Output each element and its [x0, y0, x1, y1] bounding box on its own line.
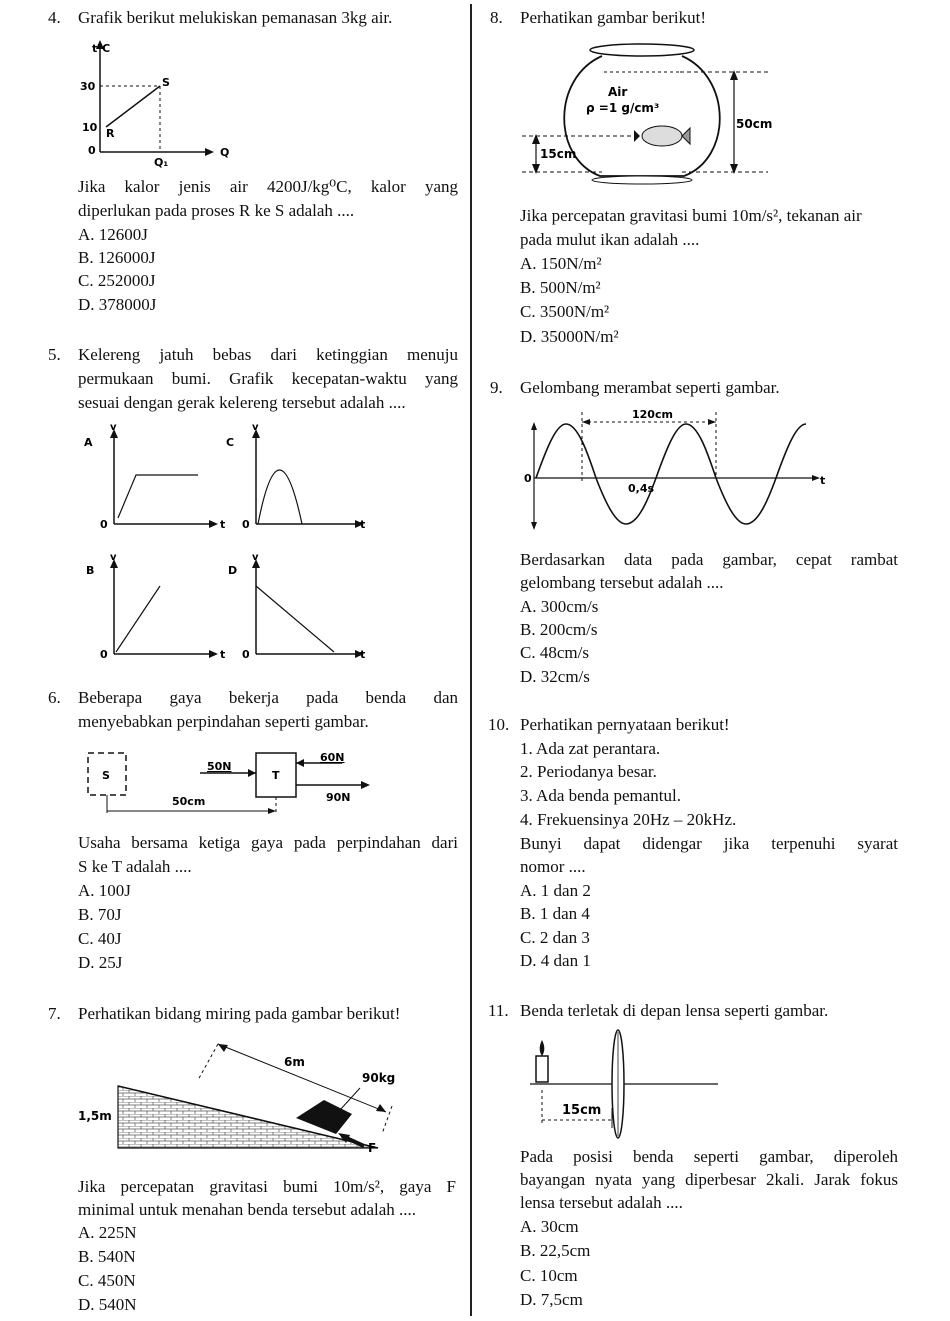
wavelength-label: 120cm: [632, 408, 673, 421]
question-number: 4.: [48, 8, 61, 27]
axis-v: v: [252, 552, 259, 563]
mass-label: 90kg: [362, 1071, 396, 1085]
force-label: F: [368, 1141, 377, 1155]
box-s-label: S: [102, 769, 110, 782]
statement-3: 3. Ada benda pemantul.: [520, 786, 681, 805]
height-50-label: 50cm: [736, 117, 773, 131]
distance-label: 50cm: [172, 795, 206, 808]
box-t-label: T: [272, 769, 280, 782]
graph-label-a: A: [84, 436, 93, 449]
question-number: 11.: [488, 1001, 509, 1020]
graph-label-b: B: [86, 564, 95, 577]
option-a: A. 30cm: [520, 1217, 579, 1236]
point-r: R: [106, 127, 115, 140]
height-label: 1,5m: [78, 1109, 112, 1123]
question-text: gelombang tersebut adalah ....: [520, 573, 724, 592]
question-stem: Perhatikan gambar berikut!: [520, 8, 706, 27]
inclined-plane-figure: [78, 1036, 418, 1161]
question-text: menyebabkan perpindahan seperti gambar.: [78, 712, 369, 731]
question-text: diperlukan pada proses R ke S adalah ....: [78, 201, 355, 220]
question-number: 5.: [48, 345, 61, 364]
question-stem: Grafik berikut melukiskan pemanasan 3kg air.: [78, 8, 393, 27]
fishbowl-figure: [522, 38, 802, 188]
option-a: A. 225N: [78, 1223, 137, 1242]
length-label: 6m: [284, 1055, 305, 1069]
statement-2: 2. Periodanya besar.: [520, 762, 657, 781]
question-text: Jika percepatan gravitasi bumi 10m/s², tekanan air: [520, 206, 862, 225]
axis-t: t: [220, 518, 226, 531]
axis-origin: 0: [100, 518, 108, 531]
option-d: D. 4 dan 1: [520, 951, 591, 970]
graph-label-d: D: [228, 564, 238, 577]
force-diagram: [80, 745, 380, 815]
axis-origin: 0: [100, 648, 108, 661]
question-text: S ke T adalah ....: [78, 857, 192, 876]
option-b: B. 70J: [78, 905, 122, 924]
option-a: A. 100J: [78, 881, 131, 900]
density-label: ρ =1 g/cm³: [586, 101, 660, 115]
graph-a: [80, 420, 230, 535]
option-c: C. 3500N/m²: [520, 302, 610, 321]
origin-label: 0: [88, 144, 96, 157]
statement-4: 4. Frekuensinya 20Hz – 20kHz.: [520, 810, 737, 829]
question-text: Bunyi dapat didengar jika terpenuhi syarat: [520, 834, 898, 853]
q1-label: Q₁: [154, 156, 169, 169]
question-text: Kelereng jatuh bebas dari ketinggian menuju: [78, 345, 458, 364]
question-text: minimal untuk menahan benda tersebut adalah ....: [78, 1200, 417, 1219]
option-a: A. 300cm/s: [520, 597, 599, 616]
wave-figure: [520, 404, 830, 534]
graph-d: [222, 550, 372, 665]
tick-10: 10: [82, 121, 98, 134]
lens-figure: [526, 1028, 726, 1146]
force-90n: 90N: [326, 791, 351, 804]
question-text: Pada posisi benda seperti gambar, diperoleh: [520, 1147, 898, 1166]
question-number: 8.: [490, 8, 503, 27]
question-text: Berdasarkan data pada gambar, cepat rambat: [520, 550, 898, 569]
question-number: 7.: [48, 1004, 61, 1023]
option-d: D. 378000J: [78, 295, 157, 314]
question-stem: Gelombang merambat seperti gambar.: [520, 378, 780, 397]
force-50n: 50N: [207, 760, 232, 773]
axis-origin: 0: [242, 648, 250, 661]
wave-t-axis: t: [820, 474, 826, 487]
question-number: 9.: [490, 378, 503, 397]
option-d: D. 35000N/m²: [520, 327, 619, 346]
option-d: D. 540N: [78, 1295, 137, 1314]
axis-t: t: [220, 648, 226, 661]
question-number: 6.: [48, 688, 61, 707]
question-text: pada mulut ikan adalah ....: [520, 230, 700, 249]
axis-origin: 0: [242, 518, 250, 531]
question-text: permukaan bumi. Grafik kecepatan-waktu yang: [78, 369, 458, 388]
option-c: C. 40J: [78, 929, 122, 948]
option-d: D. 7,5cm: [520, 1290, 583, 1309]
point-s: S: [162, 76, 170, 89]
option-b: B. 200cm/s: [520, 620, 598, 639]
force-60n: 60N: [320, 751, 345, 764]
height-15-label: 15cm: [540, 147, 577, 161]
axis-v: v: [252, 422, 259, 433]
question-stem: Perhatikan bidang miring pada gambar berikut!: [78, 1004, 401, 1023]
option-b: B. 500N/m²: [520, 278, 601, 297]
question-number: 10.: [488, 715, 510, 734]
axis-t: t: [360, 518, 366, 531]
option-d: D. 32cm/s: [520, 667, 590, 686]
question-text: Usaha bersama ketiga gaya pada perpindahan dari: [78, 833, 458, 852]
option-c: C. 2 dan 3: [520, 928, 590, 947]
question-text: Jika percepatan gravitasi bumi 10m/s², gaya F: [78, 1177, 456, 1196]
question-stem: Benda terletak di depan lensa seperti gambar.: [520, 1001, 829, 1020]
statement-1: 1. Ada zat perantara.: [520, 739, 661, 758]
graph-y-label: t⁰C: [92, 42, 111, 55]
question-text: bayangan nyata yang diperbesar 2kali. Jarak fokus: [520, 1170, 898, 1189]
question-text: Jika kalor jenis air 4200J/kg⁰C, kalor yang: [78, 177, 458, 196]
option-b: B. 1 dan 4: [520, 904, 590, 923]
wave-origin: 0: [524, 472, 532, 485]
graph-x-label: Q: [220, 146, 230, 159]
graph-label-c: C: [226, 436, 235, 449]
axis-v: v: [110, 552, 117, 563]
question-stem: Perhatikan pernyataan berikut!: [520, 715, 730, 734]
graph-c: [222, 420, 372, 535]
option-c: C. 48cm/s: [520, 643, 589, 662]
column-divider: [470, 4, 472, 1316]
question-text: lensa tersebut adalah ....: [520, 1193, 683, 1212]
option-b: B. 22,5cm: [520, 1241, 591, 1260]
question-text: nomor ....: [520, 857, 586, 876]
question-text: Beberapa gaya bekerja pada benda dan: [78, 688, 458, 707]
axis-v: v: [110, 422, 117, 433]
tick-30: 30: [80, 80, 96, 93]
option-c: C. 10cm: [520, 1266, 578, 1285]
option-b: B. 540N: [78, 1247, 136, 1266]
heating-graph: [78, 34, 238, 169]
option-a: A. 150N/m²: [520, 254, 602, 273]
option-b: B. 126000J: [78, 248, 156, 267]
time-label: 0,4s: [628, 482, 655, 495]
option-c: C. 450N: [78, 1271, 136, 1290]
axis-t: t: [360, 648, 366, 661]
option-c: C. 252000J: [78, 271, 156, 290]
option-d: D. 25J: [78, 953, 123, 972]
water-label: Air: [608, 85, 628, 99]
option-a: A. 1 dan 2: [520, 881, 591, 900]
graph-b: [80, 550, 230, 665]
distance-label: 15cm: [562, 1103, 602, 1118]
question-text: sesuai dengan gerak kelereng tersebut adalah ....: [78, 393, 406, 412]
option-a: A. 12600J: [78, 225, 148, 244]
